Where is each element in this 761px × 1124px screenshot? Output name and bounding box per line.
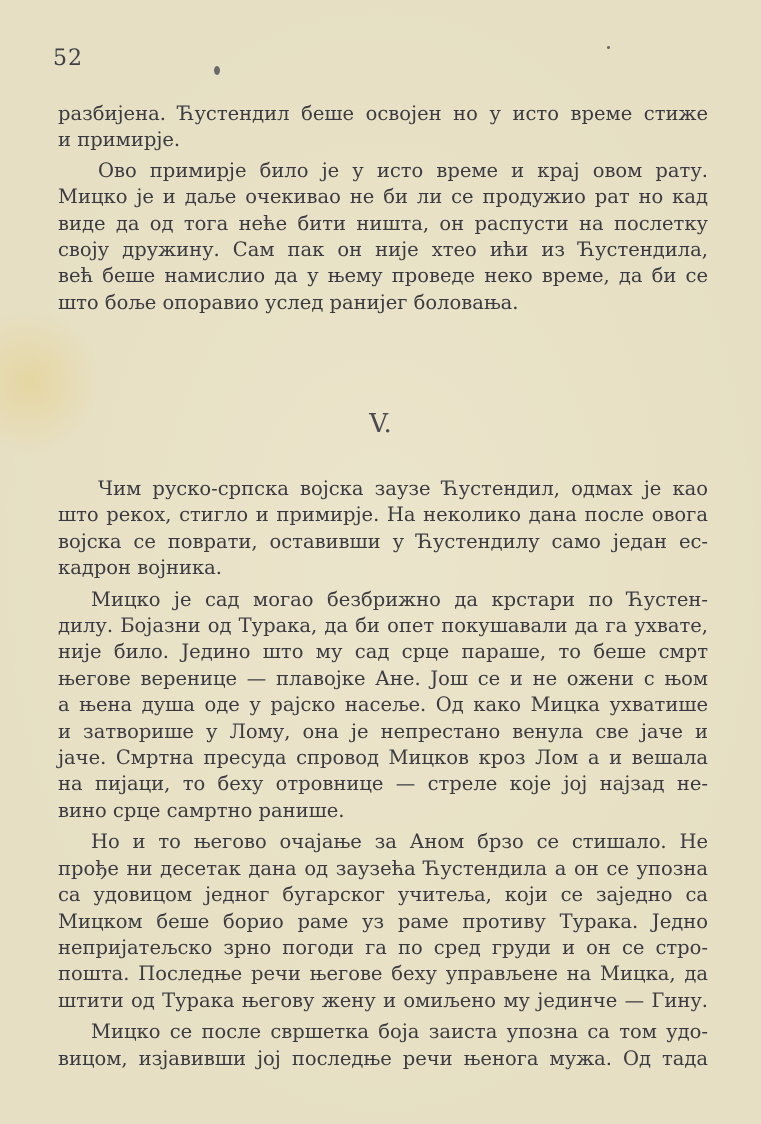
text-line: разбијена. Ћустендил беше освојен но у исто време стиже bbox=[58, 102, 708, 125]
page-number: 52 bbox=[53, 46, 83, 71]
text-line: своју дружину. Сам пак он није хтео ићи из Ћустендила, bbox=[58, 238, 708, 262]
text-line: Мицком беше борио раме уз раме противу Турака. Једно bbox=[58, 909, 708, 933]
text-line: на пијаци, то беху отровнице — стреле које јој најзад не- bbox=[58, 772, 708, 796]
text-line: Чим руско-српска војска заузе Ћустендил, одмах је као bbox=[98, 477, 708, 500]
ink-speck bbox=[214, 66, 220, 75]
text-line: пошта. Последње речи његове беху управљене на Мицка, да bbox=[58, 962, 708, 986]
text-line: прође ни десетак дана од заузећа Ћустендила а он се упозна bbox=[58, 856, 708, 880]
text-line: Мицко је сад могао безбрижно да крстари по Ћустен- bbox=[91, 587, 708, 611]
text-line: са удовицом једног бугарског учитеља, који се заједно са bbox=[58, 883, 708, 907]
chapter-heading: V. bbox=[369, 409, 392, 439]
text-line: што рекох, стигло и примирје. На неколико дана после овога bbox=[58, 503, 708, 527]
text-line: кадрон војника. bbox=[58, 556, 223, 580]
text-line: и примирје. bbox=[58, 128, 181, 152]
text-line: што боље опоравио услед ранијег боловања. bbox=[58, 290, 519, 314]
text-line: Ово примирје било је у исто време и крај овом рату. bbox=[98, 158, 708, 182]
text-line: Мицко је и даље очекивао не би ли се продужио рат но кад bbox=[58, 185, 708, 209]
text-line: Мицко се после свршетка боја заиста упозна са том удо- bbox=[91, 1020, 708, 1044]
text-line: непријатељско зрно погоди га по сред груди и он се стро- bbox=[58, 935, 708, 959]
top-paragraphs bbox=[58, 101, 708, 316]
text-line: јаче. Смртна пресуда спровод Мицков кроз Лом а и вешала bbox=[58, 746, 708, 770]
main-paragraphs bbox=[58, 476, 708, 1072]
text-line: војска се поврати, оставивши у Ћустендилу само један ес- bbox=[58, 529, 708, 553]
text-line: није било. Једино што му сад срце параше, то беше смрт bbox=[58, 640, 708, 664]
text-line: а њена душа оде у рајско насеље. Од како Мицка ухватише bbox=[58, 693, 708, 717]
text-line: његове веренице — плавојке Ане. Још се и не ожени с њом bbox=[58, 666, 708, 690]
text-line: Но и то његово очајање за Аном брзо се стишало. Не bbox=[91, 830, 708, 854]
text-line: виде да од тога неће бити ништа, он распусти на послетку bbox=[58, 211, 708, 235]
text-line: вино срце самртно ранише. bbox=[58, 798, 345, 822]
text-line: дилу. Бојазни од Турака, да би опет покушавали да га ухвате, bbox=[58, 614, 708, 638]
text-line: и затворише у Лому, она је непрестано венула све јаче и bbox=[58, 719, 708, 743]
text-line: вицом, изјавивши јој последње речи њенога мужа. Од тада bbox=[58, 1046, 708, 1070]
text-line: већ беше намислио да у њему проведе неко време, да би се bbox=[58, 264, 708, 288]
text-line: штити од Турака његову жену и омиљено му јединче — Гину. bbox=[58, 988, 708, 1012]
ink-speck bbox=[607, 46, 610, 49]
